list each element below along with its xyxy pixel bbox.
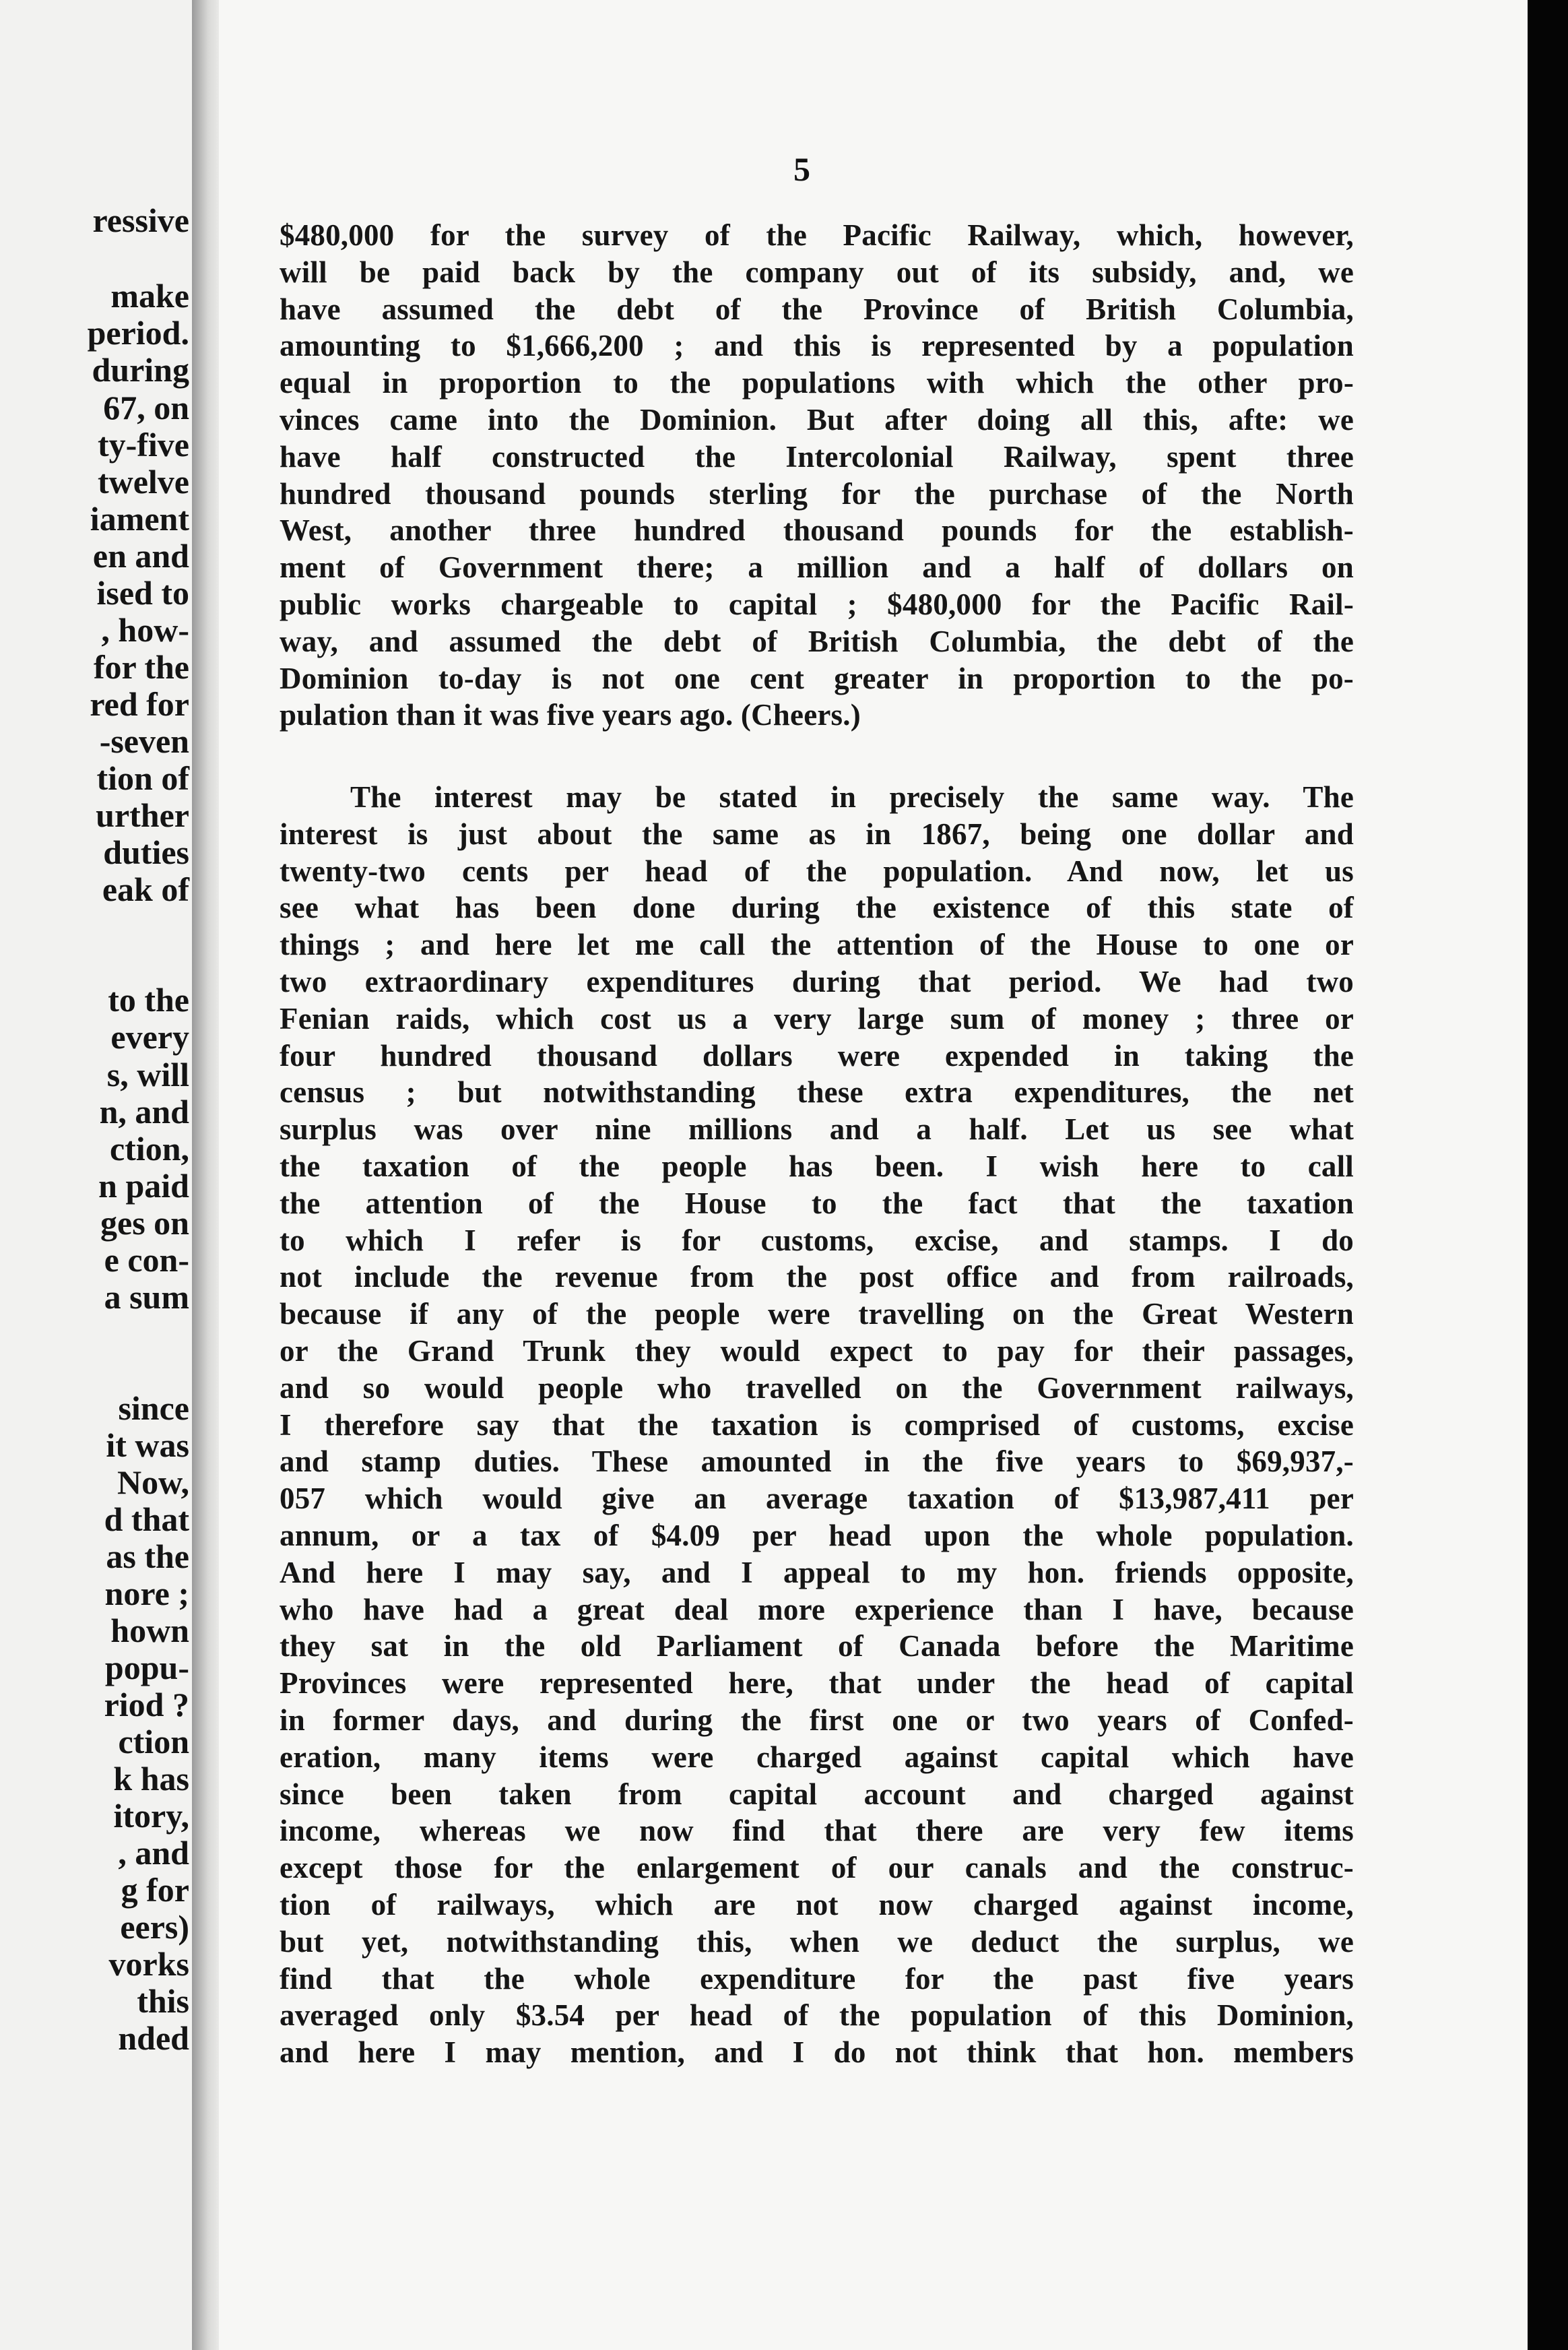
facing-page-line: vorks bbox=[108, 1945, 189, 1983]
text-line: and so would people who travelled on the Government railways, bbox=[280, 1370, 1354, 1405]
text-line: vinces came into the Dominion. But after doing all this, afte: we bbox=[280, 402, 1354, 437]
text-line: interest is just about the same as in 1867, being one dollar and bbox=[280, 817, 1354, 851]
text-line: have half constructed the Intercolonial Railway, spent three bbox=[280, 439, 1354, 474]
text-line: 057 which would give an average taxation of $13,987,411 per bbox=[280, 1482, 1354, 1516]
facing-page-line: every bbox=[110, 1018, 189, 1056]
text-line: see what has been done during the existence of this state of bbox=[280, 891, 1354, 925]
text-line: surplus was over nine millions and a half. Let us see what bbox=[280, 1112, 1354, 1147]
facing-page-line: , how- bbox=[101, 611, 189, 649]
facing-page-line: 67, on bbox=[103, 389, 189, 426]
facing-page-line: duties bbox=[103, 833, 189, 871]
facing-page-line: urther bbox=[96, 796, 189, 834]
facing-page-line: ction bbox=[118, 1723, 189, 1760]
text-line: who have had a great deal more experience than I have, because bbox=[280, 1592, 1354, 1626]
facing-page-line: as the bbox=[106, 1537, 189, 1575]
text-line: and stamp duties. These amounted in the five years to $69,937,- bbox=[280, 1444, 1354, 1479]
text-line: not include the revenue from the post office and from railroads, bbox=[280, 1260, 1354, 1294]
page-number: 5 bbox=[793, 150, 810, 188]
text-line: four hundred thousand dollars were expended in taking the bbox=[280, 1038, 1354, 1073]
facing-page-line: Now, bbox=[117, 1463, 189, 1501]
text-line: census ; but notwithstanding these extra expenditures, the net bbox=[280, 1075, 1354, 1110]
text-line: annum, or a tax of $4.09 per head upon the whole population. bbox=[280, 1518, 1354, 1552]
text-line: the attention of the House to the fact that the taxation bbox=[280, 1186, 1354, 1220]
facing-page-line: it was bbox=[106, 1426, 189, 1464]
text-line: And here I may say, and I appeal to my hon. friends opposite, bbox=[280, 1555, 1354, 1589]
facing-page-line: to the bbox=[108, 981, 189, 1019]
facing-page-line: eak of bbox=[102, 870, 189, 908]
text-line: tion of railways, which are not now charged against income, bbox=[280, 1887, 1354, 1922]
text-line: equal in proportion to the populations with which the other pro- bbox=[280, 366, 1354, 400]
text-line: I therefore say that the taxation is comprised of customs, excise bbox=[280, 1407, 1354, 1442]
facing-page-fragment bbox=[0, 0, 193, 2350]
facing-page-line: a sum bbox=[104, 1278, 189, 1316]
facing-page-line: for the bbox=[93, 648, 189, 686]
paragraph-1 bbox=[280, 217, 1354, 734]
text-line: income, whereas we now find that there are very few items bbox=[280, 1814, 1354, 1848]
facing-page-line: eers) bbox=[120, 1908, 189, 1946]
text-line: in former days, and during the first one or two years of Confed- bbox=[280, 1703, 1354, 1737]
text-line: since been taken from capital account and charged against bbox=[280, 1777, 1354, 1811]
text-line: or the Grand Trunk they would expect to pay for their passages, bbox=[280, 1333, 1354, 1368]
facing-page-line: nded bbox=[118, 2019, 189, 2057]
text-line: two extraordinary expenditures during that period. We had two bbox=[280, 964, 1354, 998]
text-line: averaged only $3.54 per head of the population of this Dominion, bbox=[280, 1998, 1354, 2033]
facing-page-line: s, will bbox=[106, 1056, 189, 1093]
facing-page-line: k has bbox=[113, 1760, 189, 1798]
facing-page-line: popu- bbox=[104, 1649, 189, 1686]
text-line: Dominion to-day is not one cent greater in proportion to the po- bbox=[280, 661, 1354, 695]
text-line: they sat in the old Parliament of Canada before the Maritime bbox=[280, 1629, 1354, 1663]
facing-page-line: itory, bbox=[113, 1797, 189, 1835]
facing-page-line: nore ; bbox=[104, 1575, 189, 1612]
facing-page-line: iament bbox=[90, 500, 189, 538]
text-line: twenty-two cents per head of the population. And now, let us bbox=[280, 854, 1354, 888]
facing-page-line: e con- bbox=[104, 1241, 189, 1279]
facing-page-line: -seven bbox=[99, 722, 189, 760]
facing-page-line: this bbox=[137, 1982, 189, 2020]
text-line: find that the whole expenditure for the past five years bbox=[280, 1961, 1354, 1996]
text-line: things ; and here let me call the attention of the House to one or bbox=[280, 928, 1354, 962]
facing-page-line: tion of bbox=[96, 759, 189, 797]
text-line: hundred thousand pounds sterling for the purchase of the North bbox=[280, 476, 1354, 511]
facing-page-line: ressive bbox=[92, 201, 189, 239]
text-line: Fenian raids, which cost us a very large sum of money ; three or bbox=[280, 1001, 1354, 1036]
facing-page-line: period. bbox=[87, 314, 189, 352]
text-line: The interest may be stated in precisely the same way. The bbox=[350, 780, 1354, 814]
text-line: way, and assumed the debt of British Columbia, the debt of the bbox=[280, 624, 1354, 658]
text-line: will be paid back by the company out of its subsidy, and, we bbox=[280, 255, 1354, 289]
facing-page-line: , and bbox=[118, 1834, 189, 1872]
text-line: public works chargeable to capital ; $480,000 for the Pacific Rail- bbox=[280, 587, 1354, 621]
facing-page-line: red for bbox=[90, 685, 189, 723]
facing-page-line: twelve bbox=[97, 463, 189, 501]
text-line: and here I may mention, and I do not think that hon. members bbox=[280, 2035, 1354, 2070]
facing-page-line: ised to bbox=[96, 574, 189, 612]
text-line: pulation than it was five years ago. (Cheers.) bbox=[280, 698, 861, 732]
facing-page-line: ty-five bbox=[97, 426, 189, 464]
facing-page-line: ction, bbox=[109, 1130, 189, 1168]
book-gutter bbox=[192, 0, 219, 2350]
text-line: $480,000 for the survey of the Pacific Railway, which, however, bbox=[280, 218, 1354, 252]
facing-page-line: n paid bbox=[98, 1167, 189, 1205]
text-line: the taxation of the people has been. I wish here to call bbox=[280, 1149, 1354, 1183]
facing-page-line: ges on bbox=[100, 1204, 189, 1242]
text-line: West, another three hundred thousand pounds for the establish- bbox=[280, 513, 1354, 548]
text-line: because if any of the people were travelling on the Great Western bbox=[280, 1297, 1354, 1331]
facing-page-line: n, and bbox=[99, 1093, 189, 1131]
text-line: amounting to $1,666,200 ; and this is represented by a population bbox=[280, 329, 1354, 363]
facing-page-line: during bbox=[92, 351, 189, 389]
facing-page-line: hown bbox=[110, 1612, 189, 1649]
text-line: except those for the enlargement of our canals and the construc- bbox=[280, 1851, 1354, 1885]
text-line: eration, many items were charged against capital which have bbox=[280, 1740, 1354, 1774]
text-line: to which I refer is for customs, excise, and stamps. I do bbox=[280, 1223, 1354, 1257]
text-line: have assumed the debt of the Province of British Columbia, bbox=[280, 292, 1354, 326]
facing-page-line: since bbox=[118, 1389, 189, 1427]
facing-page-line: riod ? bbox=[104, 1686, 189, 1723]
paragraph-2 bbox=[280, 779, 1354, 2071]
text-line: ment of Government there; a million and a half of dollars on bbox=[280, 550, 1354, 585]
facing-page-line: en and bbox=[92, 537, 189, 575]
facing-page-line: d that bbox=[104, 1500, 189, 1538]
facing-page-line: g for bbox=[121, 1871, 189, 1909]
text-line: but yet, notwithstanding this, when we deduct the surplus, we bbox=[280, 1924, 1354, 1959]
text-line: Provinces were represented here, that under the head of capital bbox=[280, 1666, 1354, 1701]
facing-page-line: make bbox=[110, 277, 189, 315]
scan-border bbox=[1528, 0, 1568, 2350]
